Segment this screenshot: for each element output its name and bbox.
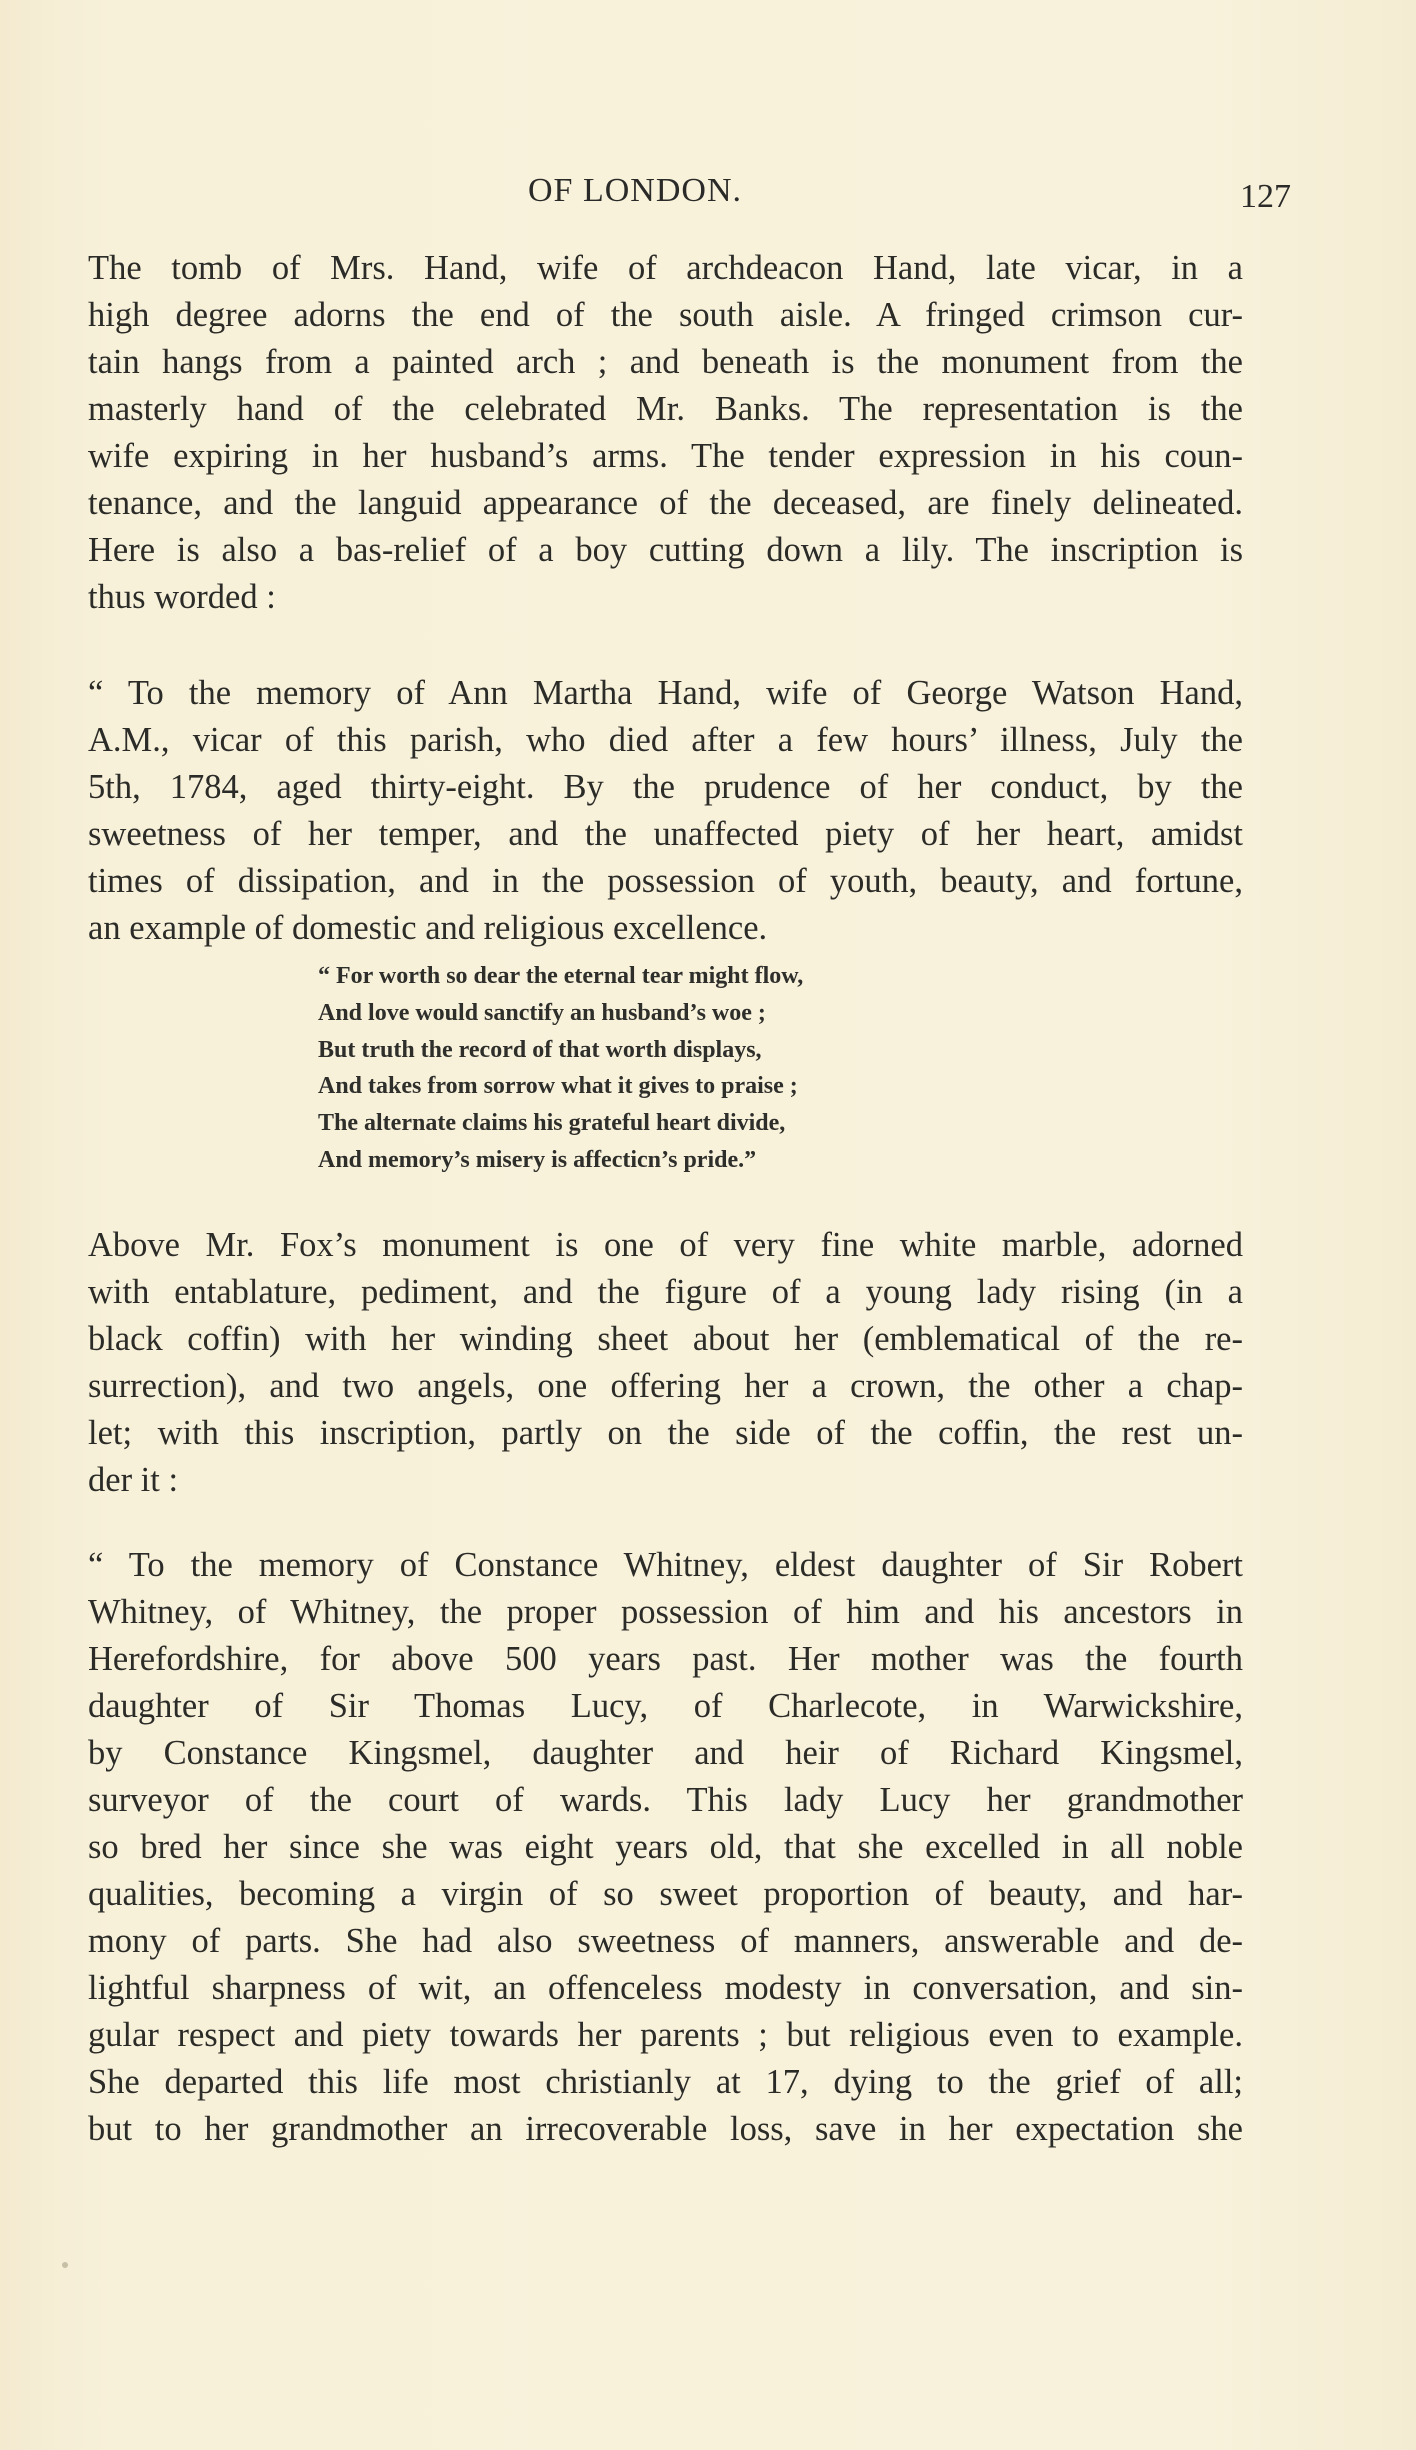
paragraph-hand-inscription <box>88 670 1243 952</box>
text-line: an example of domestic and religious excellence. <box>88 909 768 947</box>
page-number: 127 <box>1240 178 1291 215</box>
text-line: 5th, 1784, aged thirty-eight. By the prudence of her conduct, by the <box>88 768 1243 806</box>
page-header <box>0 172 1416 222</box>
text-line: Herefordshire, for above 500 years past. Her mother was the fourth <box>88 1640 1243 1678</box>
text-line: let; with this inscription, partly on the side of the coffin, the rest un- <box>88 1414 1243 1452</box>
verse-line: “ For worth so dear the eternal tear might flow, <box>318 963 804 989</box>
paper-speck <box>62 2262 68 2268</box>
paragraph-whitney-inscription <box>88 1542 1243 2153</box>
text-line: Whitney, of Whitney, the proper possession of him and his ancestors in <box>88 1593 1243 1631</box>
text-line: wife expiring in her husband’s arms. The tender expression in his coun- <box>88 437 1243 475</box>
text-line: tenance, and the languid appearance of the deceased, are finely delineated. <box>88 484 1243 522</box>
running-head: OF LONDON. <box>528 172 742 209</box>
text-line: Above Mr. Fox’s monument is one of very fine white marble, adorned <box>88 1226 1243 1264</box>
text-line: thus worded : <box>88 578 276 616</box>
text-line: A.M., vicar of this parish, who died after a few hours’ illness, July the <box>88 721 1243 759</box>
text-line: qualities, becoming a virgin of so sweet proportion of beauty, and har- <box>88 1875 1243 1913</box>
text-line: so bred her since she was eight years old, that she excelled in all noble <box>88 1828 1243 1866</box>
text-line: der it : <box>88 1461 179 1499</box>
epitaph-verse <box>318 958 1018 1179</box>
text-line: by Constance Kingsmel, daughter and heir of Richard Kingsmel, <box>88 1734 1243 1772</box>
text-line: surveyor of the court of wards. This lady Lucy her grandmother <box>88 1781 1243 1819</box>
text-line: Here is also a bas-relief of a boy cutting down a lily. The inscription is <box>88 531 1243 569</box>
text-line: surrection), and two angels, one offering her a crown, the other a chap- <box>88 1367 1243 1405</box>
verse-line: And takes from sorrow what it gives to praise ; <box>318 1073 798 1100</box>
text-line: black coffin) with her winding sheet about her (emblematical of the re- <box>88 1320 1243 1358</box>
text-line: daughter of Sir Thomas Lucy, of Charlecote, in Warwickshire, <box>88 1687 1243 1725</box>
paragraph-tomb-description <box>88 245 1243 621</box>
text-line: with entablature, pediment, and the figure of a young lady rising (in a <box>88 1273 1243 1311</box>
text-line: masterly hand of the celebrated Mr. Banks. The representation is the <box>88 390 1243 428</box>
text-line: tain hangs from a painted arch ; and beneath is the monument from the <box>88 343 1243 381</box>
text-line: “ To the memory of Constance Whitney, eldest daughter of Sir Robert <box>88 1546 1243 1584</box>
verse-line: And love would sanctify an husband’s woe ; <box>318 999 766 1026</box>
verse-line: But truth the record of that worth displays, <box>318 1036 762 1063</box>
text-line: but to her grandmother an irrecoverable loss, save in her expectation she <box>88 2110 1243 2148</box>
paragraph-marble-monument <box>88 1222 1243 1504</box>
verse-line: And memory’s misery is affecticn’s pride.” <box>318 1146 757 1173</box>
text-line: sweetness of her temper, and the unaffected piety of her heart, amidst <box>88 815 1243 853</box>
text-line: times of dissipation, and in the possession of youth, beauty, and fortune, <box>88 862 1243 900</box>
text-line: lightful sharpness of wit, an offenceless modesty in conversation, and sin- <box>88 1969 1243 2007</box>
text-line: high degree adorns the end of the south aisle. A fringed crimson cur- <box>88 296 1243 334</box>
verse-line: The alternate claims his grateful heart divide, <box>318 1110 786 1137</box>
text-line: She departed this life most christianly at 17, dying to the grief of all; <box>88 2063 1243 2101</box>
text-line: gular respect and piety towards her parents ; but religious even to example. <box>88 2016 1243 2054</box>
text-line: “ To the memory of Ann Martha Hand, wife of George Watson Hand, <box>88 674 1243 712</box>
text-line: mony of parts. She had also sweetness of manners, answerable and de- <box>88 1922 1243 1960</box>
text-line: The tomb of Mrs. Hand, wife of archdeacon Hand, late vicar, in a <box>88 249 1243 287</box>
